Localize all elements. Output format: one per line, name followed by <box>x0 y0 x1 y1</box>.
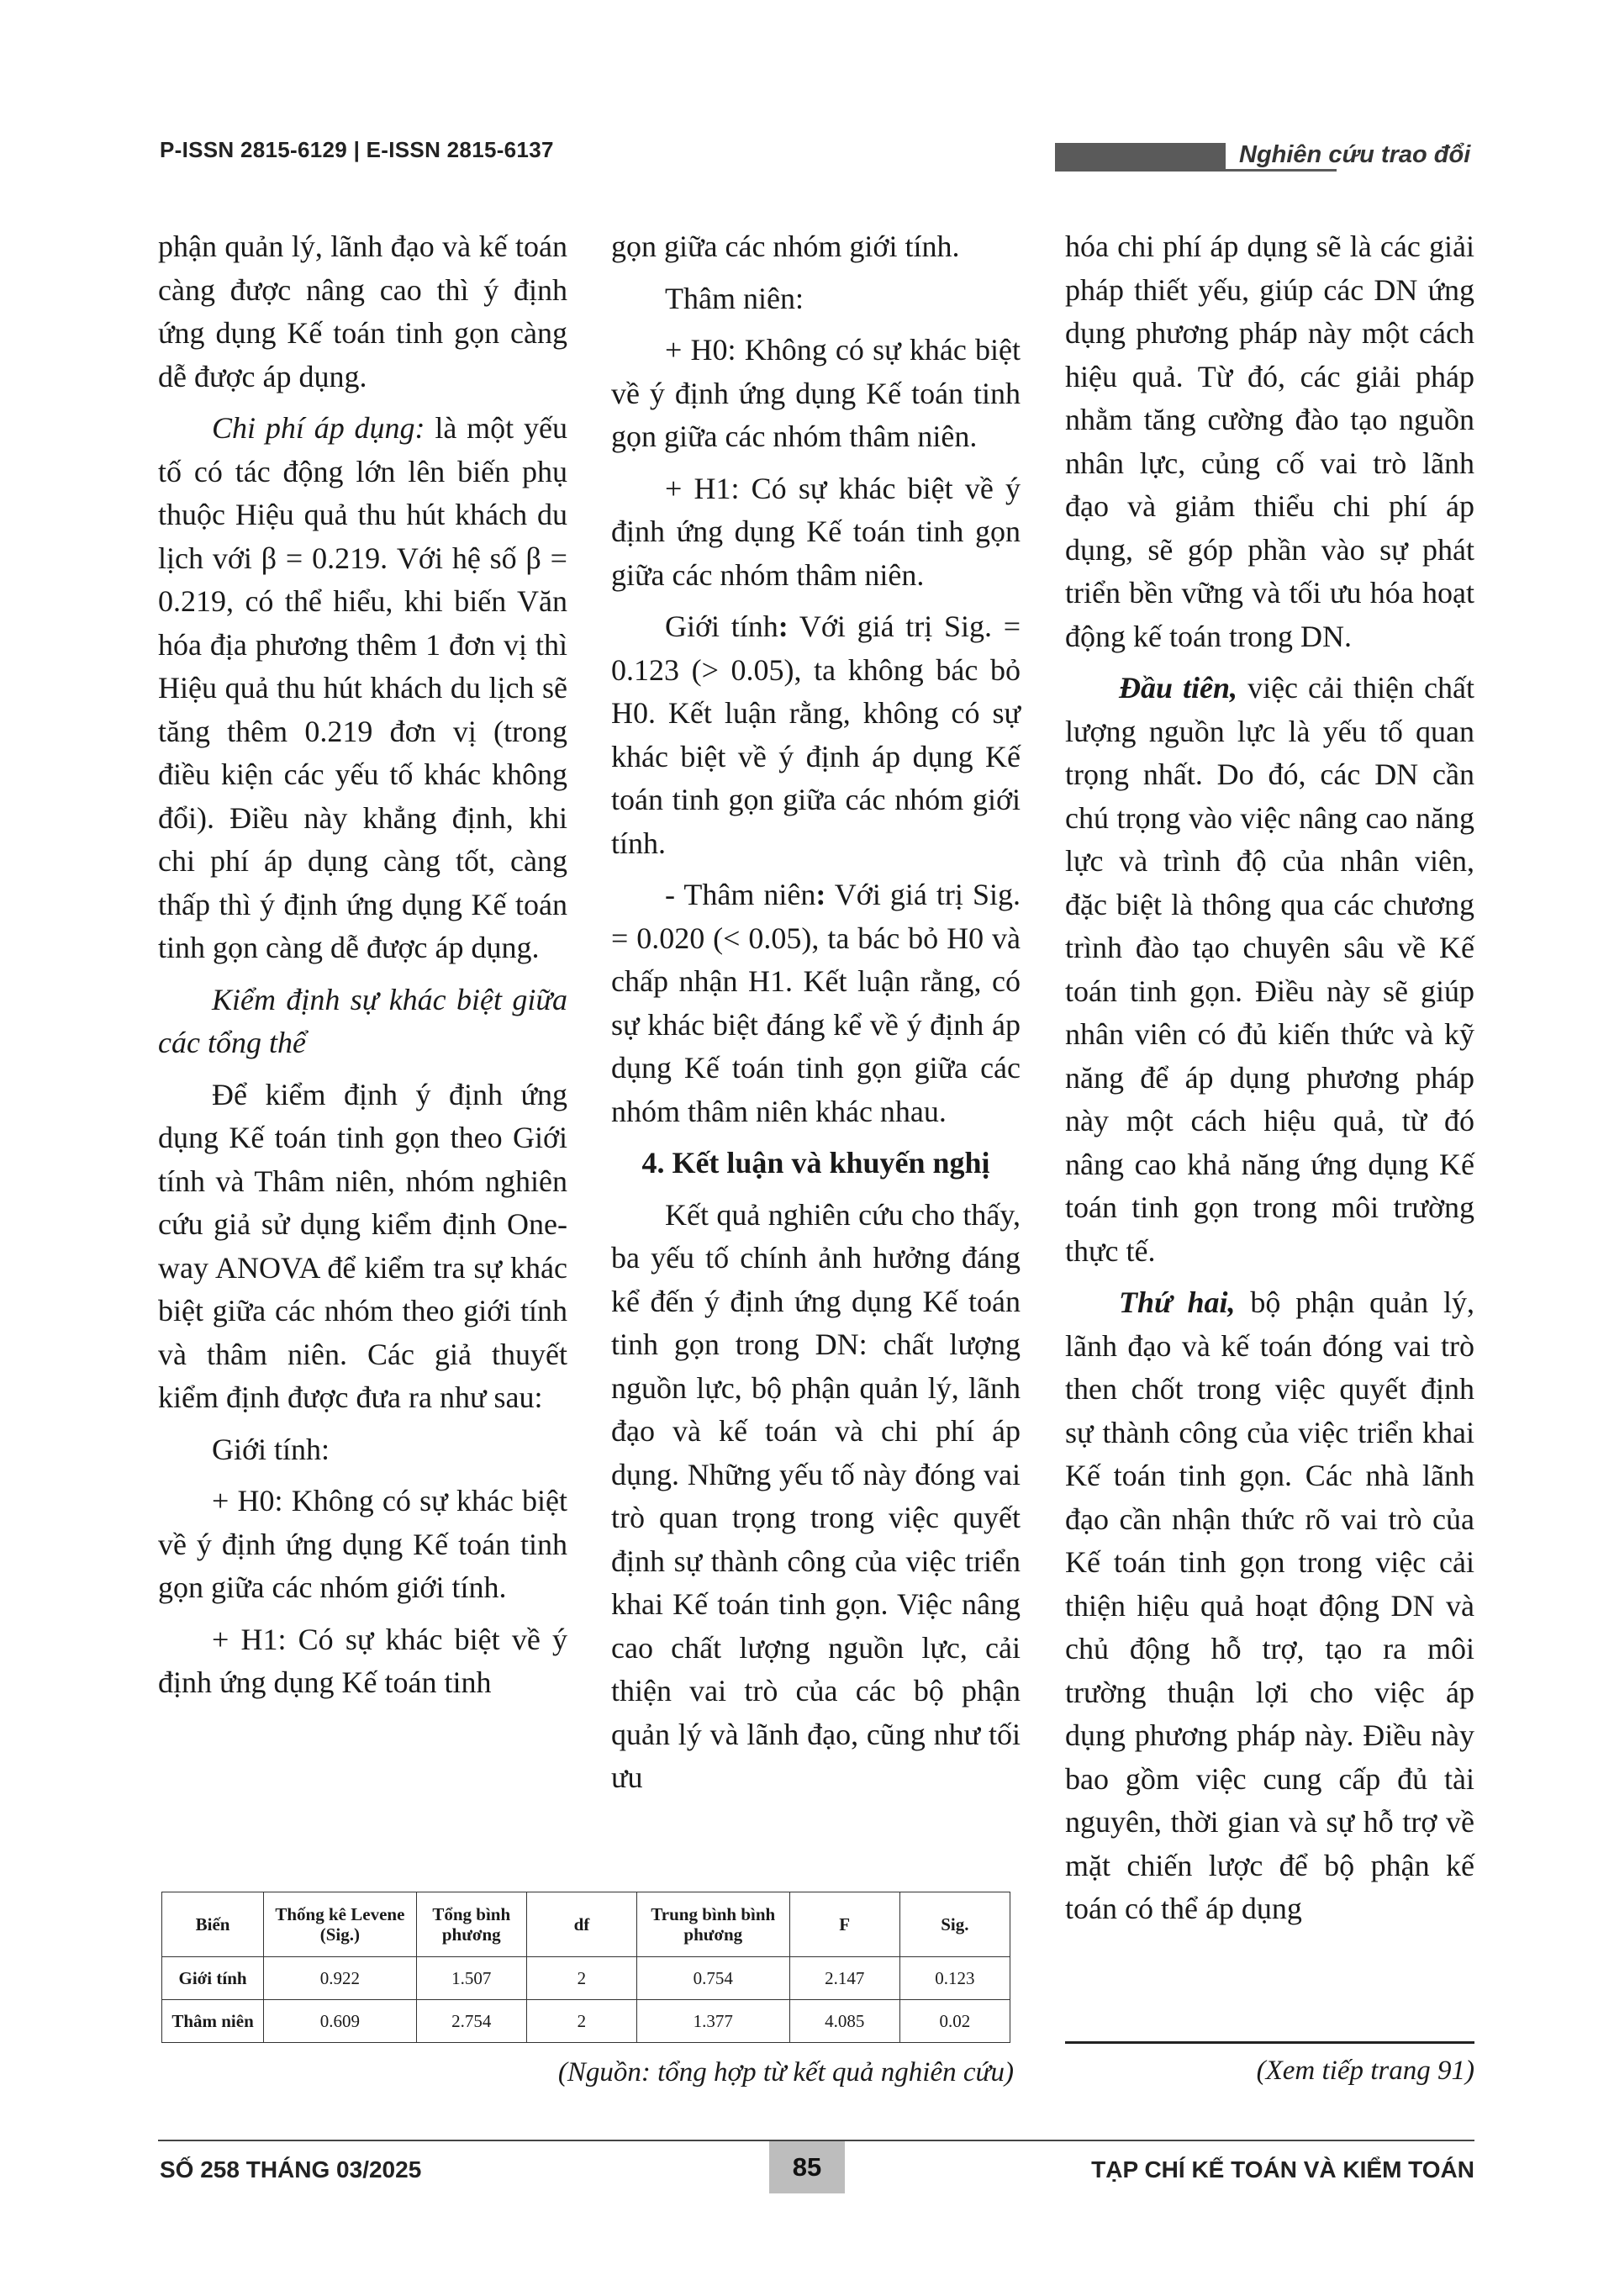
paragraph: Kết quả nghiên cứu cho thấy, ba yếu tố chính ảnh hưởng đáng kể đến ý định ứng dụng Kế toán tinh gọn trong DN: chất lượng nguồn lực, bộ phận quản lý, lãnh đạo và kế toán và chi phí áp dụng. Những yếu tố này đóng vai trò quan trọng trong việc quyết định sự thành công của việc triển khai Kế toán tinh gọn. Việc nâng cao chất lượng nguồn lực, cải thiện vai trò của các bộ phận quản lý và lãnh đạo, cũng như tối ưu <box>611 1197 1021 1794</box>
table-cell: 1.377 <box>637 2000 790 2043</box>
table-cell: 0.123 <box>899 1957 1010 2000</box>
paragraph: + H0: Không có sự khác biệt về ý định ứng dụng Kế toán tinh gọn giữa các nhóm thâm niên. <box>611 333 1021 453</box>
table-row-label: Thâm niên <box>162 2000 264 2043</box>
table-header-cell: Trung bình bình phương <box>637 1892 790 1957</box>
text-column-1 <box>158 225 567 1713</box>
table-cell: 0.922 <box>264 1957 417 2000</box>
colon: : <box>778 610 789 643</box>
table-cell: 2.754 <box>416 2000 526 2043</box>
journal-name: TẠP CHÍ KẾ TOÁN VÀ KIỂM TOÁN <box>1091 2156 1474 2183</box>
paragraph-text: Với giá trị Sig. = 0.123 (> 0.05), ta không bác bỏ H0. Kết luận rằng, không có sự khác biệt về ý định áp dụng Kế toán tinh gọn giữa các nhóm giới tính. <box>611 610 1021 860</box>
paragraph: + H0: Không có sự khác biệt về ý định ứng dụng Kế toán tinh gọn giữa các nhóm giới tính. <box>158 1484 567 1604</box>
table-header-cell: Thống kê Levene (Sig.) <box>264 1892 417 1957</box>
paragraph <box>611 605 1021 865</box>
inline-label: Chi phí áp dụng: <box>212 411 425 445</box>
paragraph-text: việc cải thiện chất lượng nguồn lực là yếu tố quan trọng nhất. Do đó, các DN cần chú trọng vào việc nâng cao năng lực và trình độ của nhân viên, đặc biệt là thông qua các chương trình đào tạo chuyên sâu về Kế toán tinh gọn. Điều này sẽ giúp nhân viên có đủ kiến thức và kỹ năng để áp dụng phương pháp này một cách hiệu quả, từ đó nâng cao khả năng ứng dụng Kế toán tinh gọn trong môi trường thực tế. <box>1065 671 1474 1268</box>
table-source-note: (Nguồn: tổng hợp từ kết quả nghiên cứu) <box>557 2057 1014 2088</box>
paragraph-text: bộ phận quản lý, lãnh đạo và kế toán đóng vai trò then chốt trong việc quyết định sự thành công của việc triển khai Kế toán tinh gọn. Các nhà lãnh đạo cần nhận thức rõ vai trò của Kế toán tinh gọn trong việc cải thiện hiệu quả hoạt động DN và chủ động hỗ trợ, tạo ra môi trường thuận lợi cho việc áp dụng phương pháp này. Điều này bao gồm việc cung cấp đủ tài nguyên, thời gian và sự hỗ trợ về mặt chiến lược để bộ phận kế toán có thể áp dụng <box>1065 1285 1474 1925</box>
anova-results-table <box>161 1892 1010 2043</box>
table-cell: 4.085 <box>789 2000 899 2043</box>
text-column-3 <box>1065 225 1474 1940</box>
table-row-label: Giới tính <box>162 1957 264 2000</box>
inline-label: Giới tính <box>665 610 778 643</box>
section-title: Nghiên cứu trao đổi <box>1226 141 1470 169</box>
issue-label: SỐ 258 THÁNG 03/2025 <box>160 2156 422 2183</box>
table-cell: 2 <box>526 2000 636 2043</box>
page-number-box <box>769 2141 845 2193</box>
inline-label: Thứ hai, <box>1119 1285 1236 1319</box>
table-header-cell: Biến <box>162 1892 264 1957</box>
table-header-cell: F <box>789 1892 899 1957</box>
paragraph-text: Với giá trị Sig. = 0.020 (< 0.05), ta bác bỏ H0 và chấp nhận H1. Kết luận rằng, có sự khác biệt đáng kể về ý định áp dụng Kế toán tinh gọn giữa các nhóm thâm niên khác nhau. <box>611 878 1021 1128</box>
section-heading: 4. Kết luận và khuyến nghị <box>641 1146 990 1180</box>
table-cell: 0.609 <box>264 2000 417 2043</box>
table-header-cell: df <box>526 1892 636 1957</box>
table-cell: 1.507 <box>416 1957 526 2000</box>
table-cell: 0.02 <box>899 2000 1010 2043</box>
paragraph: gọn giữa các nhóm giới tính. <box>611 230 960 263</box>
table-header-row <box>162 1892 1010 1957</box>
table-cell: 2 <box>526 1957 636 2000</box>
table-cell: 0.754 <box>637 1957 790 2000</box>
paragraph: hóa chi phí áp dụng sẽ là các giải pháp thiết yếu, giúp các DN ứng dụng phương pháp này một cách hiệu quả. Từ đó, các giải pháp nhằm tăng cường đào tạo nguồn nhân lực, củng cố vai trò lãnh đạo và giảm thiểu chi phí áp dụng, sẽ góp phần vào sự phát triển bền vững và tối ưu hóa hoạt động kế toán trong DN. <box>1065 230 1474 653</box>
table-header-cell: Sig. <box>899 1892 1010 1957</box>
paragraph: phận quản lý, lãnh đạo và kế toán càng được nâng cao thì ý định ứng dụng Kế toán tinh gọn càng dễ được áp dụng. <box>158 230 567 393</box>
table-row <box>162 2000 1010 2043</box>
subheading: Kiểm định sự khác biệt giữa các tổng thể <box>158 982 567 1059</box>
paragraph: Giới tính: <box>212 1432 330 1466</box>
paragraph <box>158 407 567 970</box>
paragraph: Để kiểm định ý định ứng dụng Kế toán tinh gọn theo Giới tính và Thâm niên, nhóm nghiên cứu giả sử dụng kiểm định One-way ANOVA để kiểm tra sự khác biệt giữa các nhóm theo giới tính và thâm niên. Các giả thuyết kiểm định được đưa ra như sau: <box>158 1077 567 1414</box>
colon: : <box>815 878 826 911</box>
continued-note: (Xem tiếp trang 91) <box>1256 2056 1474 2086</box>
inline-label: Đầu tiên, <box>1119 671 1238 705</box>
continued-divider <box>1065 2041 1474 2044</box>
paragraph <box>1065 667 1474 1273</box>
page-number: 85 <box>792 2152 822 2182</box>
inline-label: - Thâm niên <box>665 878 816 911</box>
text-column-2 <box>611 225 1021 1808</box>
table-cell: 2.147 <box>789 1957 899 2000</box>
table-row <box>162 1957 1010 2000</box>
paragraph: Thâm niên: <box>665 281 804 315</box>
paragraph: + H1: Có sự khác biệt về ý định ứng dụng Kế toán tinh <box>158 1622 567 1699</box>
paragraph-text: là một yếu tố có tác động lớn lên biến phụ thuộc Hiệu quả thu hút khách du lịch với β = 0.219. Với hệ số β = 0.219, có thể hiểu, khi biến Văn hóa địa phương thêm 1 đơn vị thì Hiệu quả thu hút khách du lịch sẽ tăng thêm 0.219 đơn vị (trong điều kiện các yếu tố khác không đổi). Điều này khẳng định, khi chi phí áp dụng càng tốt, càng thấp thì ý định ứng dụng Kế toán tinh gọn càng dễ được áp dụng. <box>158 411 567 964</box>
table-header-cell: Tổng bình phương <box>416 1892 526 1957</box>
paragraph <box>1065 1281 1474 1931</box>
issn-header: P-ISSN 2815-6129 | E-ISSN 2815-6137 <box>160 137 554 162</box>
paragraph: + H1: Có sự khác biệt về ý định ứng dụng Kế toán tinh gọn giữa các nhóm thâm niên. <box>611 471 1021 592</box>
paragraph <box>611 874 1021 1133</box>
